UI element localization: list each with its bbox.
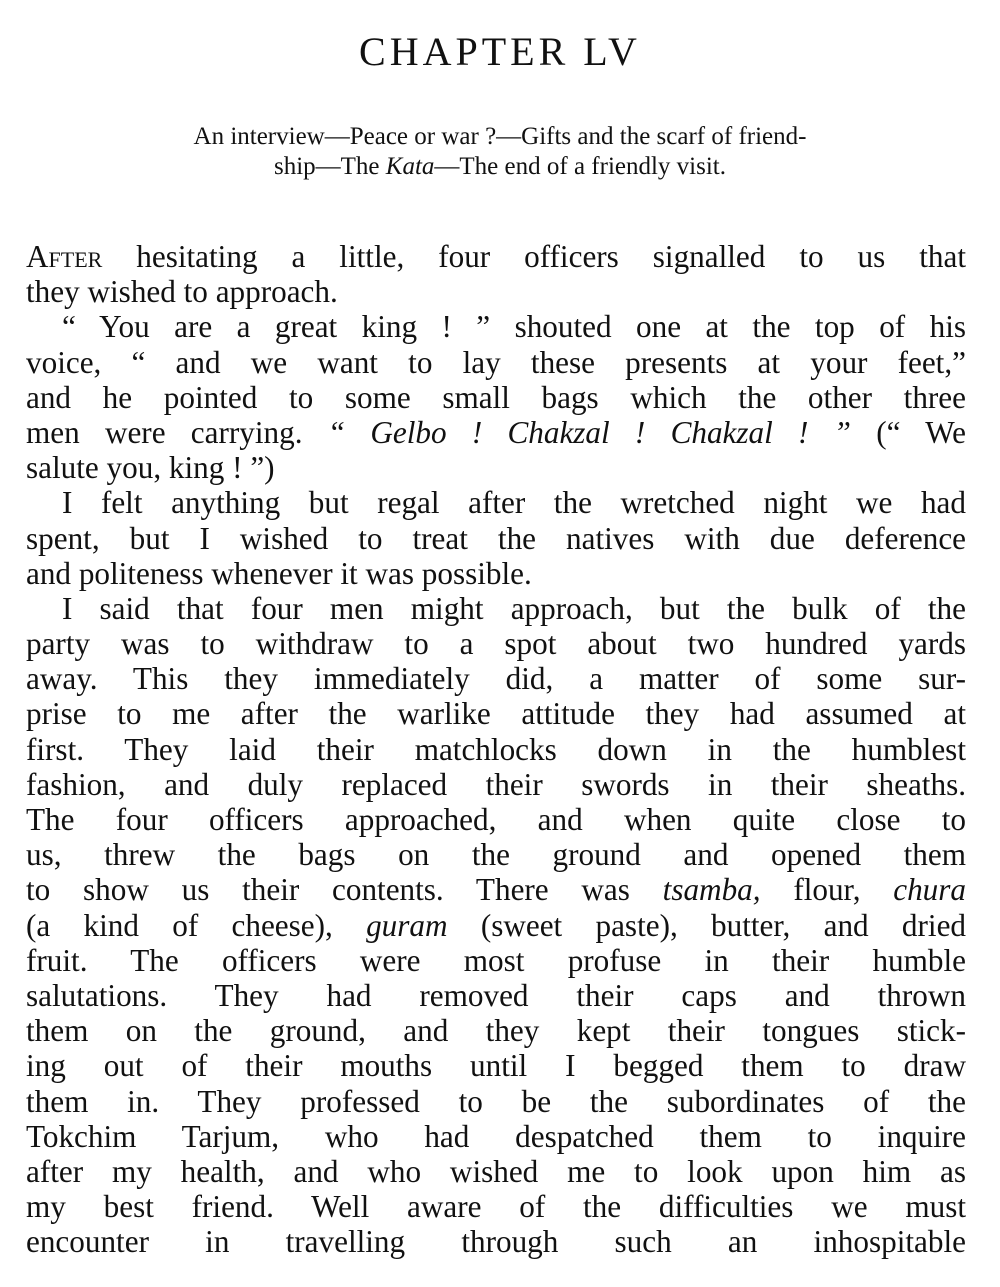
text-line: ing out of their mouths until I begged them to draw: [26, 1048, 966, 1084]
text-span: men were carrying.: [26, 414, 328, 450]
italic-quote: “ Gelbo ! Chakzal ! Chakzal ! ”: [327, 414, 852, 450]
text-line: them in. They professed to be the subordinates of the: [26, 1083, 966, 1119]
text-line: The four officers approached, and when quite close to: [26, 802, 966, 837]
text-line: [26, 872, 966, 907]
text-span: (a kind of cheese),: [26, 907, 367, 943]
text-line: and he pointed to some small bags which the other three: [26, 379, 966, 415]
italic-term: tsamba,: [662, 872, 761, 908]
text-line: they wished to approach.: [26, 274, 338, 310]
chapter-synopsis-line-2: [0, 152, 1000, 182]
text-line: I said that four men might approach, but the bulk of the: [62, 590, 966, 626]
text-line: first. They laid their matchlocks down in the humblest: [26, 731, 966, 767]
text-line: party was to withdraw to a spot about two hundred yards: [26, 626, 966, 662]
text-line: salute you, king ! ”): [26, 450, 275, 486]
drop-word: After: [26, 239, 103, 274]
text-line: us, threw the bags on the ground and opened them: [26, 837, 966, 873]
text-line: them on the ground, and they kept their tongues stick-: [26, 1013, 966, 1049]
italic-term: chura: [893, 872, 967, 908]
chapter-title: CHAPTER LV: [359, 29, 641, 74]
text-line: encounter in travelling through such an inhospitable: [26, 1224, 966, 1260]
text-line: [26, 415, 966, 450]
text-line: [26, 239, 966, 274]
text-line: fruit. The officers were most profuse in their humble: [26, 942, 966, 978]
chapter-synopsis-line-1: An interview—Peace or war ?—Gifts and the scarf of friend-: [193, 123, 807, 150]
text-line: [26, 908, 966, 943]
text-line: my best friend. Well aware of the difficulties we must: [26, 1189, 966, 1225]
text-line: “ You are a great king ! ” shouted one at the top of his: [62, 309, 966, 345]
text-span: hesitating a little, four officers signalled to us that: [102, 239, 966, 274]
text-line: spent, but I wished to treat the natives with due deference: [26, 520, 966, 556]
text-line: salutations. They had removed their caps and thrown: [26, 977, 966, 1013]
text-line: away. This they immediately did, a matter of some sur-: [26, 661, 966, 697]
text-line: I felt anything but regal after the wretched night we had: [62, 485, 966, 521]
synopsis-text: —The end of a friendly visit.: [434, 153, 726, 180]
synopsis-text: ship—The: [273, 153, 386, 180]
text-span: (sweet paste), butter, and dried: [447, 907, 967, 943]
text-span: to show us their contents. There was: [26, 872, 663, 908]
text-span: flour,: [760, 872, 894, 908]
text-line: voice, “ and we want to lay these presents at your feet,”: [26, 344, 966, 380]
text-line: prise to me after the warlike attitude they had assumed at: [26, 696, 966, 732]
text-span: (“ We: [851, 414, 966, 450]
text-line: and politeness whenever it was possible.: [26, 555, 532, 591]
body-text: [26, 239, 966, 1259]
text-line: after my health, and who wished me to look upon him as: [26, 1153, 966, 1189]
text-line: Tokchim Tarjum, who had despatched them to inquire: [26, 1118, 966, 1154]
text-line: fashion, and duly replaced their swords in their sheaths.: [26, 766, 966, 802]
italic-term: guram: [366, 907, 448, 943]
synopsis-italic-term: Kata: [385, 153, 435, 180]
